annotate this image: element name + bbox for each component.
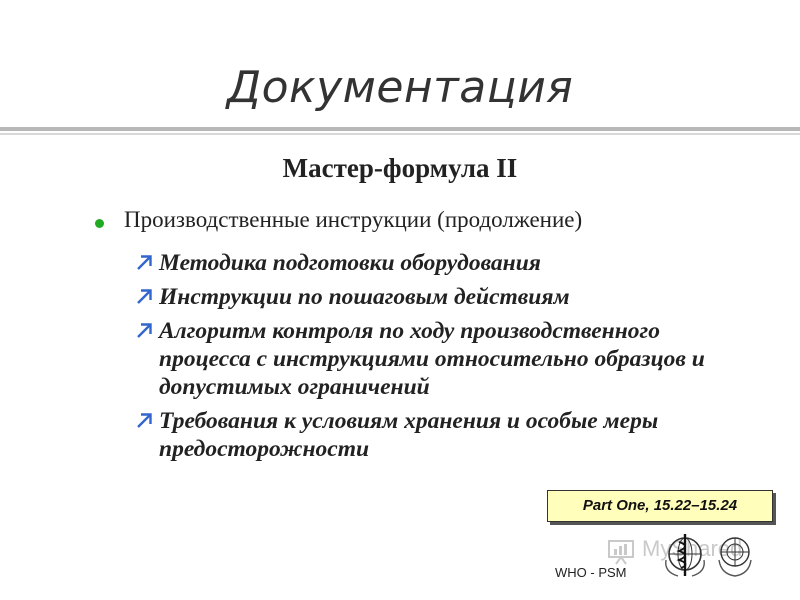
title-divider-secondary (0, 133, 800, 135)
sub-item-text: Методика подготовки оборудования (159, 250, 541, 276)
diagonal-arrow-icon (135, 411, 153, 429)
sub-item-text: Алгоритм контроля по ходу производственного процесса с инструкциями относительно образцов и допустимых ограничений (159, 318, 705, 400)
green-dot-icon (95, 219, 104, 228)
list-item (135, 317, 725, 401)
sub-item-text: Требования к условиям хранения и особые меры предосторожности (159, 408, 659, 462)
diagonal-arrow-icon (135, 253, 153, 271)
watermark-text: MyShared (642, 536, 743, 561)
title-divider (0, 127, 800, 131)
diagonal-arrow-icon (135, 287, 153, 305)
list-item (135, 283, 725, 311)
who-logo (660, 530, 710, 580)
list-item (135, 407, 725, 463)
sub-item-text: Инструкции по пошаговым действиям (159, 284, 570, 310)
reference-box: Part One, 15.22–15.24 (547, 490, 773, 522)
footer-text: WHO - PSM (555, 565, 627, 580)
list-item (135, 249, 725, 277)
slide-title: Документация (226, 62, 574, 113)
presentation-icon (606, 538, 638, 566)
un-logo (715, 530, 755, 580)
bullet-text: Производственные инструкции (продолжение) (124, 207, 583, 232)
sub-item-list (135, 249, 725, 469)
slide-subtitle: Мастер-формула II (282, 153, 518, 183)
diagonal-arrow-icon (135, 321, 153, 339)
